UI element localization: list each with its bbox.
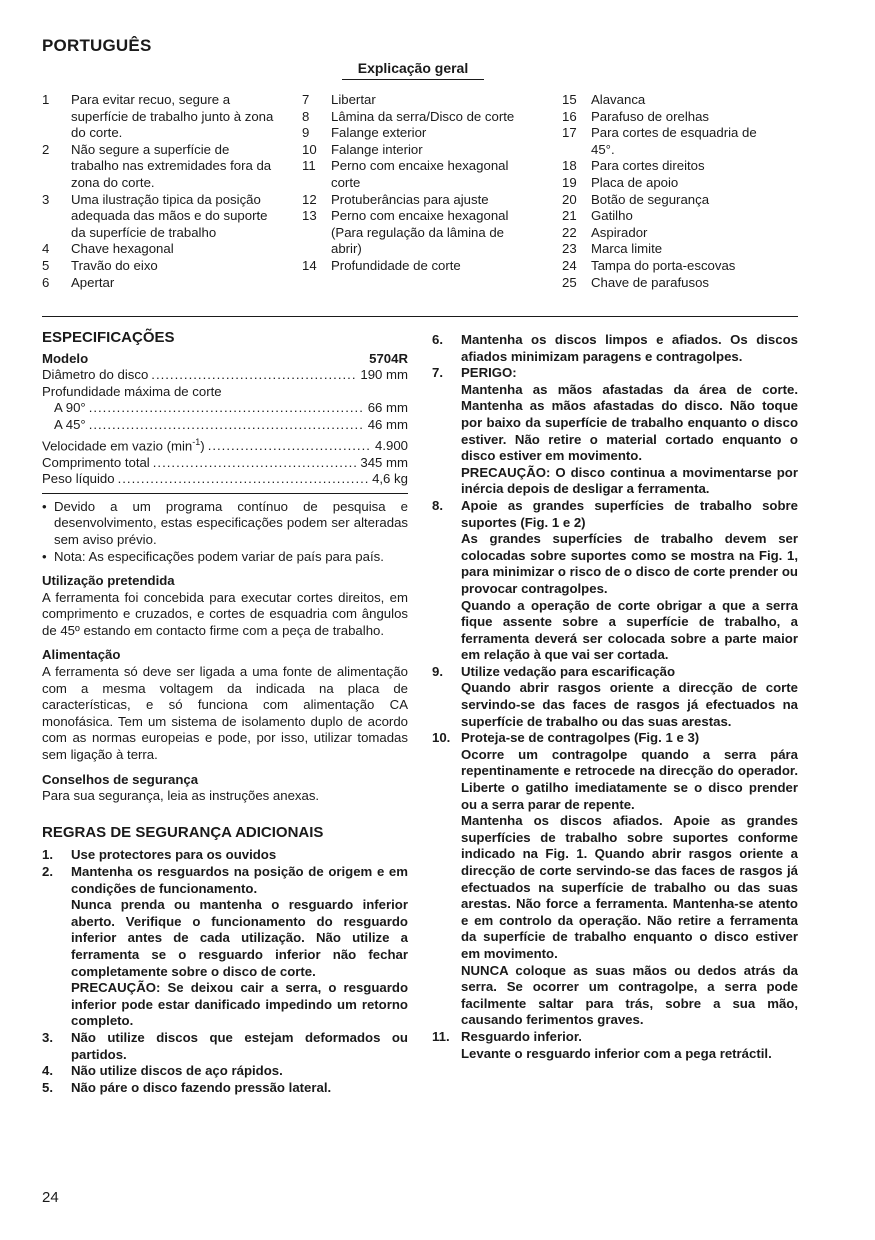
rule-number: 9. bbox=[432, 663, 443, 679]
leader-dots bbox=[89, 417, 365, 434]
legend-item bbox=[302, 109, 534, 126]
safety-rule bbox=[42, 1063, 408, 1080]
legend-item bbox=[42, 258, 274, 275]
legend-item bbox=[562, 275, 772, 292]
spec-weight-row bbox=[42, 471, 408, 494]
rule-number: 2. bbox=[42, 864, 53, 880]
rule-line: Quando abrir rasgos oriente a direcção de corte servindo-se das faces de rasgos já efectuados na superfície de trabalho ou das suas arestas. bbox=[461, 680, 798, 729]
rule-line: Proteja-se de contragolpes (Fig. 1 e 3) bbox=[461, 730, 700, 746]
rule-line: Resguardo inferior. bbox=[461, 1028, 582, 1044]
legend-number: 18 bbox=[562, 158, 577, 174]
legend-text: Para cortes de esquadria de 45°. bbox=[591, 125, 757, 157]
legend-text: Parafuso de orelhas bbox=[591, 108, 710, 124]
legend-item bbox=[562, 192, 772, 209]
legend-item bbox=[42, 241, 274, 258]
legend-item bbox=[562, 125, 772, 158]
legend-number: 9 bbox=[302, 125, 310, 141]
spec-note bbox=[42, 499, 408, 549]
legend-text: Lâmina da serra/Disco de corte bbox=[331, 108, 515, 124]
safety-rule bbox=[432, 332, 798, 365]
legend-text: Uma ilustração tipica da posição adequada das mãos e do suporte da superfície de trabalho bbox=[71, 191, 268, 240]
spec-value: 66 mm bbox=[367, 400, 408, 416]
legend-number: 12 bbox=[302, 191, 317, 207]
rule-number: 8. bbox=[432, 497, 443, 513]
legend-item bbox=[562, 241, 772, 258]
legend-text: Não segure a superfície de trabalho nas extremidades fora da zona do corte. bbox=[71, 141, 272, 190]
legend-number: 14 bbox=[302, 257, 317, 273]
safety-rule bbox=[432, 664, 798, 730]
legend-number: 17 bbox=[562, 125, 577, 141]
spec-a90-row bbox=[42, 400, 408, 417]
rule-line: Não utilize discos que estejam deformados ou partidos. bbox=[71, 1029, 408, 1062]
legend-column-2 bbox=[302, 92, 534, 275]
rule-line: Ocorre um contragolpe quando a serra pára repentinamente e retrocede na direcção do operador. Liberte o gatilho imediatamente se o disco prender ou a serra parar de repente. bbox=[461, 746, 798, 812]
spec-diameter-row bbox=[42, 367, 408, 384]
spec-length-row bbox=[42, 455, 408, 472]
safety-tips-heading: Conselhos de segurança bbox=[42, 771, 199, 787]
spec-label: Comprimento total bbox=[42, 454, 150, 470]
legend-text: Marca limite bbox=[591, 241, 663, 257]
legend-text: Chave de parafusos bbox=[591, 274, 710, 290]
rule-line: Quando a operação de corte obrigar a que a serra fique assente sobre a superfície de trabalho, a ferramenta deverá ser colocada sobre a parte maior em relação à que vai ser cortada. bbox=[461, 597, 798, 663]
spec-model-row bbox=[42, 351, 408, 368]
rule-number: 3. bbox=[42, 1029, 53, 1045]
rule-line: Levante o resguardo inferior com a pega retráctil. bbox=[461, 1045, 772, 1061]
legend-text: Falange interior bbox=[331, 141, 423, 157]
safety-tips-text: Para sua segurança, leia as instruções anexas. bbox=[42, 788, 320, 804]
spec-value: 4,6 kg bbox=[372, 471, 408, 487]
rule-number: 1. bbox=[42, 847, 53, 863]
safety-rule bbox=[42, 864, 408, 1030]
legend-item bbox=[42, 142, 274, 192]
legend-number: 19 bbox=[562, 174, 577, 190]
bullet: • bbox=[42, 548, 47, 564]
page-number: 24 bbox=[42, 1189, 59, 1206]
rule-number: 4. bbox=[42, 1063, 53, 1079]
spec-speed-label-end: ) bbox=[200, 437, 205, 453]
legend-text: Protuberâncias para ajuste bbox=[331, 191, 489, 207]
rule-line: Mantenha os resguardos na posição de origem e em condições de funcionamento. bbox=[71, 864, 408, 896]
rule-line: Não páre o disco fazendo pressão lateral. bbox=[71, 1079, 332, 1095]
spec-value: 46 mm bbox=[367, 416, 408, 432]
spec-model-label: Modelo bbox=[42, 350, 89, 366]
legend-number: 25 bbox=[562, 274, 577, 290]
legend-item bbox=[562, 208, 772, 225]
rule-line: PERIGO: bbox=[461, 365, 517, 381]
spec-note-text: Nota: As especificações podem variar de país para país. bbox=[54, 548, 384, 564]
section-divider bbox=[42, 316, 798, 317]
rule-number: 5. bbox=[42, 1079, 53, 1095]
legend-item bbox=[302, 142, 534, 159]
legend-text: Gatilho bbox=[591, 208, 633, 224]
spec-note-text: Devido a um programa contínuo de pesquisa e desenvolvimento, estas especificações podem ser alteradas sem aviso prévio. bbox=[54, 498, 408, 547]
spec-label: A 45° bbox=[54, 416, 86, 432]
rule-line: PRECAUÇÃO: O disco continua a movimentarse por inércia depois de desligar a ferramenta. bbox=[461, 464, 798, 497]
rule-line: Nunca prenda ou mantenha o resguardo inferior aberto. Verifique o funcionamento do resguardo inferior antes de cada utilização. Não utilize a ferramenta se o resguardo inferior não fechar completamente sobre o disco de corte. bbox=[71, 897, 408, 979]
legend-item bbox=[562, 158, 772, 175]
legend-text: Profundidade de corte bbox=[331, 257, 461, 273]
legend-text: Aspirador bbox=[591, 224, 648, 240]
explanation-title: Explicação geral bbox=[342, 60, 484, 80]
leader-dots bbox=[208, 438, 372, 455]
safety-rules-heading: REGRAS DE SEGURANÇA ADICIONAIS bbox=[42, 823, 324, 841]
legend-number: 10 bbox=[302, 141, 317, 157]
power-text: A ferramenta só deve ser ligada a uma fonte de alimentação com a mesma voltagem da indicada na placa de características, e só funciona com alimentação CA monofásica. Tem um sistema de isolamento duplo de acordo com as normas europeias e pode, por isso, utilizar tomadas sem ligação à terra. bbox=[42, 664, 408, 763]
rule-line: PRECAUÇÃO: Se deixou cair a serra, o resguardo inferior pode estar danificado impedindo um retorno completo. bbox=[71, 980, 408, 1029]
legend-text: Libertar bbox=[331, 92, 376, 107]
safety-rule bbox=[42, 847, 408, 864]
spec-label: Diâmetro do disco bbox=[42, 367, 149, 383]
legend-text: Botão de segurança bbox=[591, 191, 710, 207]
legend-text: Travão do eixo bbox=[71, 257, 158, 273]
legend-number: 15 bbox=[562, 92, 577, 107]
legend-number: 13 bbox=[302, 208, 317, 224]
legend-item bbox=[42, 275, 274, 292]
legend-text: Falange exterior bbox=[331, 125, 427, 141]
safety-rule bbox=[42, 1080, 408, 1097]
spec-label: A 90° bbox=[54, 400, 86, 416]
language-heading: PORTUGUÊS bbox=[42, 36, 152, 55]
legend-item bbox=[562, 92, 772, 109]
legend-number: 2 bbox=[42, 141, 50, 157]
spec-value: 4.900 bbox=[374, 437, 408, 453]
rule-line: Não utilize discos de aço rápidos. bbox=[71, 1063, 283, 1079]
specs-heading: ESPECIFICAÇÕES bbox=[42, 329, 175, 346]
legend-item bbox=[562, 175, 772, 192]
rule-line: Use protectores para os ouvidos bbox=[71, 847, 277, 863]
spec-value: 190 mm bbox=[360, 367, 408, 383]
legend-item bbox=[562, 258, 772, 275]
rule-number: 11. bbox=[432, 1028, 450, 1044]
intended-use-text: A ferramenta foi concebida para executar cortes direitos, em comprimento e cruzados, e cortes de esquadria com ângulos de 45º estando em contacto firme com a peça de trabalho. bbox=[42, 589, 408, 638]
legend-number: 20 bbox=[562, 191, 577, 207]
left-column bbox=[42, 330, 408, 1096]
legend-number: 4 bbox=[42, 241, 50, 257]
spec-label bbox=[42, 434, 205, 455]
legend-item bbox=[562, 225, 772, 242]
power-heading: Alimentação bbox=[42, 647, 121, 663]
legend-number: 6 bbox=[42, 274, 50, 290]
legend-item bbox=[302, 125, 534, 142]
safety-rule bbox=[432, 365, 798, 498]
legend-number: 23 bbox=[562, 241, 577, 257]
legend-column-3 bbox=[562, 92, 772, 291]
legend-number: 11 bbox=[302, 158, 316, 174]
legend-number: 1 bbox=[42, 92, 50, 107]
safety-rule bbox=[42, 1030, 408, 1063]
legend-item bbox=[302, 92, 534, 109]
leader-dots bbox=[153, 455, 358, 472]
leader-dots bbox=[118, 471, 369, 488]
spec-value: 345 mm bbox=[360, 454, 408, 470]
legend-number: 7 bbox=[302, 92, 310, 107]
spec-note bbox=[42, 549, 408, 566]
rule-number: 6. bbox=[432, 332, 443, 347]
rule-line: Mantenha as mãos afastadas da área de corte. Mantenha as mãos afastadas do disco. Não toque por baixo da superfície de trabalho enquanto o disco estiver. Não retire o material cortado enquanto o disco estiver em movimento. bbox=[461, 381, 798, 464]
legend-text: Chave hexagonal bbox=[71, 241, 174, 257]
rule-number: 10. bbox=[432, 730, 451, 746]
intended-use-heading: Utilização pretendida bbox=[42, 573, 175, 589]
rule-line: Utilize vedação para escarificação bbox=[461, 663, 676, 679]
safety-rule bbox=[432, 730, 798, 1029]
legend-number: 5 bbox=[42, 257, 50, 273]
legend-text: Apertar bbox=[71, 274, 115, 290]
rule-line: As grandes superfícies de trabalho devem ser colocadas sobre suportes como se mostra na Fig. 1, para minimizar o risco de o disco de corte prender ou provocar contragolpes. bbox=[461, 531, 798, 596]
legend-number: 21 bbox=[562, 208, 577, 224]
spec-model-value: 5704R bbox=[369, 350, 408, 366]
legend-number: 8 bbox=[302, 108, 310, 124]
spec-speed-exponent: -1 bbox=[192, 436, 201, 447]
legend-number: 3 bbox=[42, 191, 50, 207]
legend-item bbox=[302, 192, 534, 209]
legend-text: Para cortes direitos bbox=[591, 158, 705, 174]
legend-text: Tampa do porta-escovas bbox=[591, 257, 736, 273]
spec-speed-row bbox=[42, 434, 408, 455]
legend-number: 24 bbox=[562, 257, 577, 273]
bullet: • bbox=[42, 498, 47, 514]
safety-rule bbox=[432, 498, 798, 664]
leader-dots bbox=[89, 400, 365, 417]
legend-number: 16 bbox=[562, 108, 577, 124]
rule-line: Mantenha os discos afiados. Apoie as grandes superfícies de trabalho sobre suportes conforme indicado na Fig. 1. Quando abrir rasgos oriente a direcção de corte servindo-se das faces de rasgos já efectuados na superfície de trabalho ou das suas arestas. Não force a ferramenta. Mantenha-se atento e em controlo da operação. Não retire a ferramenta da superfície de trabalho enquanto o disco estiver em movimento. bbox=[461, 813, 798, 961]
legend-number: 22 bbox=[562, 224, 577, 240]
legend-item bbox=[302, 258, 534, 275]
legend-column-1 bbox=[42, 92, 274, 291]
right-column bbox=[432, 332, 798, 1062]
legend-text: Para evitar recuo, segure a superfície de trabalho junto à zona do corte. bbox=[71, 92, 274, 141]
legend-item bbox=[42, 92, 274, 142]
legend-text: Perno com encaixe hexagonal (Para regulação da lâmina de abrir) bbox=[331, 208, 509, 257]
legend-text: Placa de apoio bbox=[591, 174, 679, 190]
spec-a45-row bbox=[42, 417, 408, 434]
spec-speed-label: Velocidade em vazio (min bbox=[42, 437, 193, 453]
spec-label: Peso líquido bbox=[42, 471, 115, 487]
rule-line: Mantenha os discos limpos e afiados. Os discos afiados minimizam paragens e contragolpes. bbox=[461, 332, 798, 364]
rule-line: Apoie as grandes superfícies de trabalho sobre suportes (Fig. 1 e 2) bbox=[461, 497, 798, 530]
safety-rule bbox=[432, 1029, 798, 1062]
legend-item bbox=[302, 208, 534, 258]
spec-depth-label: Profundidade máxima de corte bbox=[42, 383, 222, 399]
legend-text: Alavanca bbox=[591, 92, 646, 107]
legend-item bbox=[302, 158, 534, 191]
legend-item bbox=[42, 192, 274, 242]
legend-text: Perno com encaixe hexagonal corte bbox=[331, 158, 509, 190]
rule-line: NUNCA coloque as suas mãos ou dedos atrás da serra. Se ocorrer um contragolpe, a serra pode facilmente saltar para trás, sobre a sua mão, causando ferimentos graves. bbox=[461, 962, 798, 1028]
leader-dots bbox=[151, 367, 357, 384]
legend-item bbox=[562, 109, 772, 126]
rule-number: 7. bbox=[432, 365, 443, 381]
